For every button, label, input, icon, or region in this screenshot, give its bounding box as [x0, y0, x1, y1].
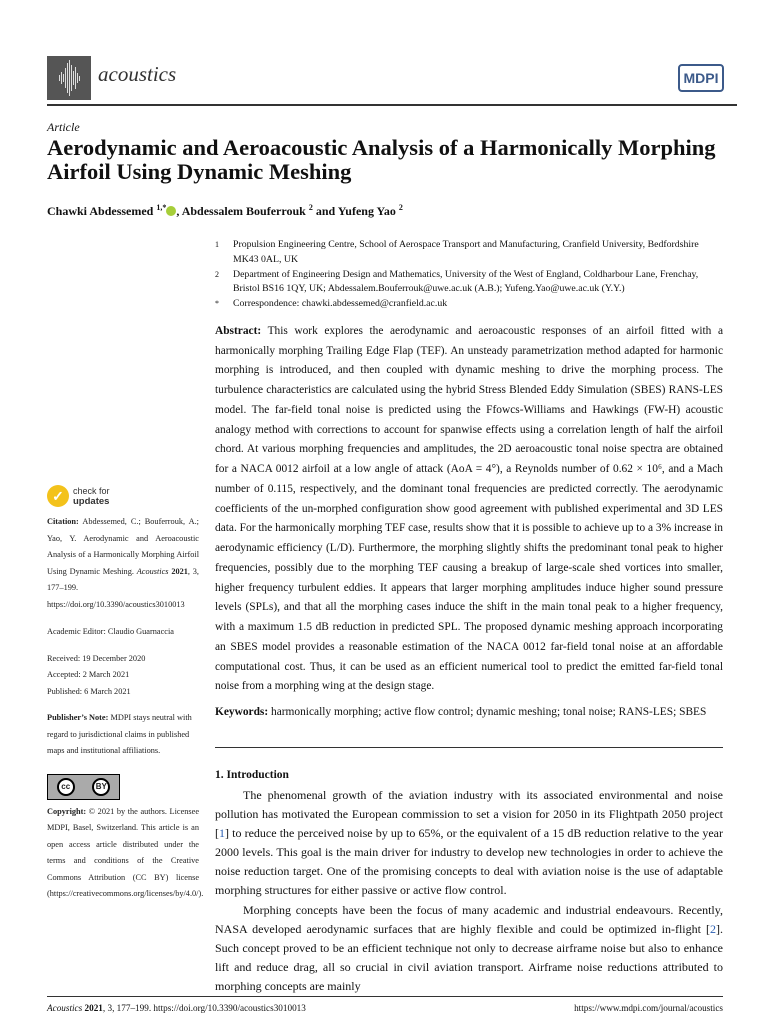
by-icon: BY	[92, 778, 110, 796]
authors	[47, 203, 403, 219]
affiliation-text: Propulsion Engineering Centre, School of Aerospace Transport and Manufacturing, Cranfield University, Bedfordshire MK43 0AL, UK	[233, 239, 699, 265]
copyright-text: © 2021 by the authors. Licensee MDPI, Basel, Switzerland. This article is an open access article distributed under the terms and conditions of the Creative Commons Attribution (CC BY) license (https://creativecommons.org/licenses/by/4.0/).	[47, 806, 204, 898]
affiliation-text: Correspondence: chawki.abdessemed@cranfield.ac.uk	[233, 298, 448, 310]
cc-icon: cc	[57, 778, 75, 796]
note-text: MDPI stays neutral with regard to jurisdictional claims in published maps and institutional affiliations.	[47, 713, 192, 755]
keywords-text: harmonically morphing; active flow control; dynamic meshing; tonal noise; RANS-LES; SBES	[271, 706, 707, 719]
section-divider	[215, 747, 723, 748]
affiliation-number: 1	[215, 240, 219, 249]
author: Chawki Abdessemed	[47, 204, 154, 218]
author: Yufeng Yao	[337, 204, 396, 218]
paragraph	[215, 901, 723, 996]
sidebar	[47, 238, 204, 903]
footer-citation	[47, 1002, 306, 1014]
cc-by-license-icon[interactable]	[47, 774, 120, 800]
author: Abdessalem Bouferrouk	[181, 204, 306, 218]
paper-title: Aerodynamic and Aeroacoustic Analysis of a Harmonically Morphing Airfoil Using Dynamic Meshing	[47, 135, 716, 184]
footer-year: 2021	[84, 1003, 103, 1014]
text: ]. Such concept proved to be an efficient technique not only to decrease airframe noise but also to enhance lift and reduce drag, all so crucial in civil aviation transport. Airframe noise reductions attributed to morphing concepts are mainly	[215, 921, 723, 993]
abstract-label: Abstract:	[215, 324, 262, 337]
citation-doi[interactable]: , 3, 177–199. https://doi.org/10.3390/acoustics3010013	[47, 566, 200, 609]
citation-year: 2021	[171, 566, 188, 576]
author-sup: 1,*	[156, 203, 167, 212]
reference-link[interactable]: 2	[710, 921, 716, 936]
text: Morphing concepts have been the focus of many academic and industrial endeavours. Recently, NASA developed aerodynamic surfaces that are highly flexible and could be optimized in-flight [	[215, 902, 723, 936]
affiliation-text: Department of Engineering Design and Mathematics, University of the West of England, Coldharbour Lane, Frenchay, Bristol BS16 1QY, UK; Abdessalem.Bouferrouk@uwe.ac.uk (A.B.); Yufeng.Yao@uwe.ac.uk (Y.Y.)	[233, 268, 699, 295]
author-sup: 2	[398, 203, 403, 212]
footer	[47, 996, 723, 1014]
mdpi-logo: MDPI	[678, 64, 724, 92]
copyright	[47, 804, 204, 903]
dates	[47, 651, 199, 701]
abstract	[215, 322, 723, 697]
footer-doi[interactable]: , 3, 177–199. https://doi.org/10.3390/acoustics3010013	[102, 1003, 306, 1014]
affiliations	[215, 238, 723, 312]
accepted-date: Accepted: 2 March 2021	[47, 670, 130, 679]
citation	[47, 514, 199, 613]
header-rule	[47, 104, 737, 106]
keywords-label: Keywords:	[215, 706, 269, 719]
citation-text: Abdessemed, C.; Bouferrouk, A.; Yao, Y. Aerodynamic and Aeroacoustic Analysis of a Harmonically Morphing Airfoil Using Dynamic Meshing.	[47, 517, 199, 576]
citation-journal: Acoustics	[136, 566, 169, 576]
note-label: Publisher’s Note:	[47, 713, 109, 722]
reference-link[interactable]: 1	[219, 826, 225, 841]
article-type: Article	[47, 120, 80, 134]
abstract-text: This work explores the aerodynamic and aeroacoustic responses of an airfoil fitted with a harmonically morphing Trailing Edge Flap (TEF). An unsteady parametrization method adapted for harmonic morphing is introduced, and then coupled with dynamic meshing to drive the morphing process. The turbulence characteristics are calculated using the hybrid Stress Blended Eddy Simulation (SBES) RANS-LES model. The far-field tonal noise is predicted using the Ffowcs-Williams and Hawkings (FW-H) acoustic analogy method with corrections to account for spanwise effects using a correlation length of half the airfoil chord. At various morphing frequencies and amplitudes, the 2D aeroacoustic tonal noise spectra are obtained for a NACA 0012 airfoil at a low angle of attack (AoA = 4°), a Reynolds number of 0.62 × 10⁶, and a Mach number of 0.115, respectively, and the dominant tonal frequencies are predicted correctly. The aerodynamic coefficients of the un-morphed configuration show good agreement with published experimental and 3D LES data. For the harmonically morphing TEF case, results show that it is possible to achieve up to a 3% increase in aerodynamic efficiency (L/D). Furthermore, the morphing slightly shifts the predominant tonal peak to higher frequencies, possibly due to the morphing TEF causing a breakup of large-scale shed vortices into smaller, higher frequency turbulent eddies. It appears that larger morphing amplitudes induce higher sound pressure levels (SPLs), and that all the morphing cases induce the shift in the main tonal peak to a higher frequency, with a maximum 1.5 dB reduction in predicted SPL. The proposed dynamic meshing approach incorporating an SBES model provides a reasonable estimation of the NACA 0012 far-field tonal noise at an affordable computational cost. Thus, it can be used as an efficient numerical tool to predict the emitted far-field tonal noise from a morphing wing at the design stage.	[215, 324, 723, 693]
affiliation-number: 2	[215, 269, 219, 279]
received-date: Received: 19 December 2020	[47, 653, 146, 663]
content-area	[47, 238, 723, 996]
journal-name: acoustics	[98, 62, 177, 86]
citation-label: Citation:	[47, 517, 79, 526]
journal-logo-icon	[47, 56, 91, 100]
affiliation-number: *	[215, 299, 219, 309]
main-column	[215, 238, 723, 996]
keywords	[215, 703, 723, 723]
footer-url[interactable]: https://www.mdpi.com/journal/acoustics	[574, 1003, 723, 1014]
text: ] to reduce the perceived noise by up to 65%, or the equivalent of a 15 dB reduction relative to the year 2000 levels. This goal is the main driver for industry to develop new technologies in order to achieve the noise reduction target. One of the promising concepts to deal with aviation noise is the use of adaptable morphing structures for either passive or active flow control.	[215, 826, 723, 898]
section-heading: 1. Introduction	[215, 768, 289, 781]
academic-editor: Academic Editor: Claudio Guarnaccia	[47, 627, 174, 636]
text: The phenomenal growth of the aviation industry with its associated environmental and noise pollution has motivated the European commission to set a vision for 2050 in its Flightpath 2050 project [	[215, 787, 723, 841]
affiliation	[215, 238, 723, 268]
sep: and	[312, 204, 338, 218]
sep: ,	[176, 204, 182, 218]
author-sup: 2	[308, 203, 313, 212]
affiliation	[215, 268, 723, 298]
intro-body	[215, 786, 723, 996]
orcid-icon[interactable]	[166, 206, 176, 216]
badge-text: updates	[73, 495, 110, 507]
footer-journal: Acoustics	[47, 1003, 83, 1014]
check-for-updates-badge[interactable]	[47, 484, 199, 508]
publishers-note	[47, 710, 199, 760]
correspondence	[215, 297, 723, 312]
published-date: Published: 6 March 2021	[47, 686, 131, 696]
paragraph	[215, 786, 723, 901]
copyright-label: Copyright:	[47, 806, 87, 816]
check-icon: ✓	[47, 485, 69, 507]
badge-text: check for	[73, 485, 110, 496]
